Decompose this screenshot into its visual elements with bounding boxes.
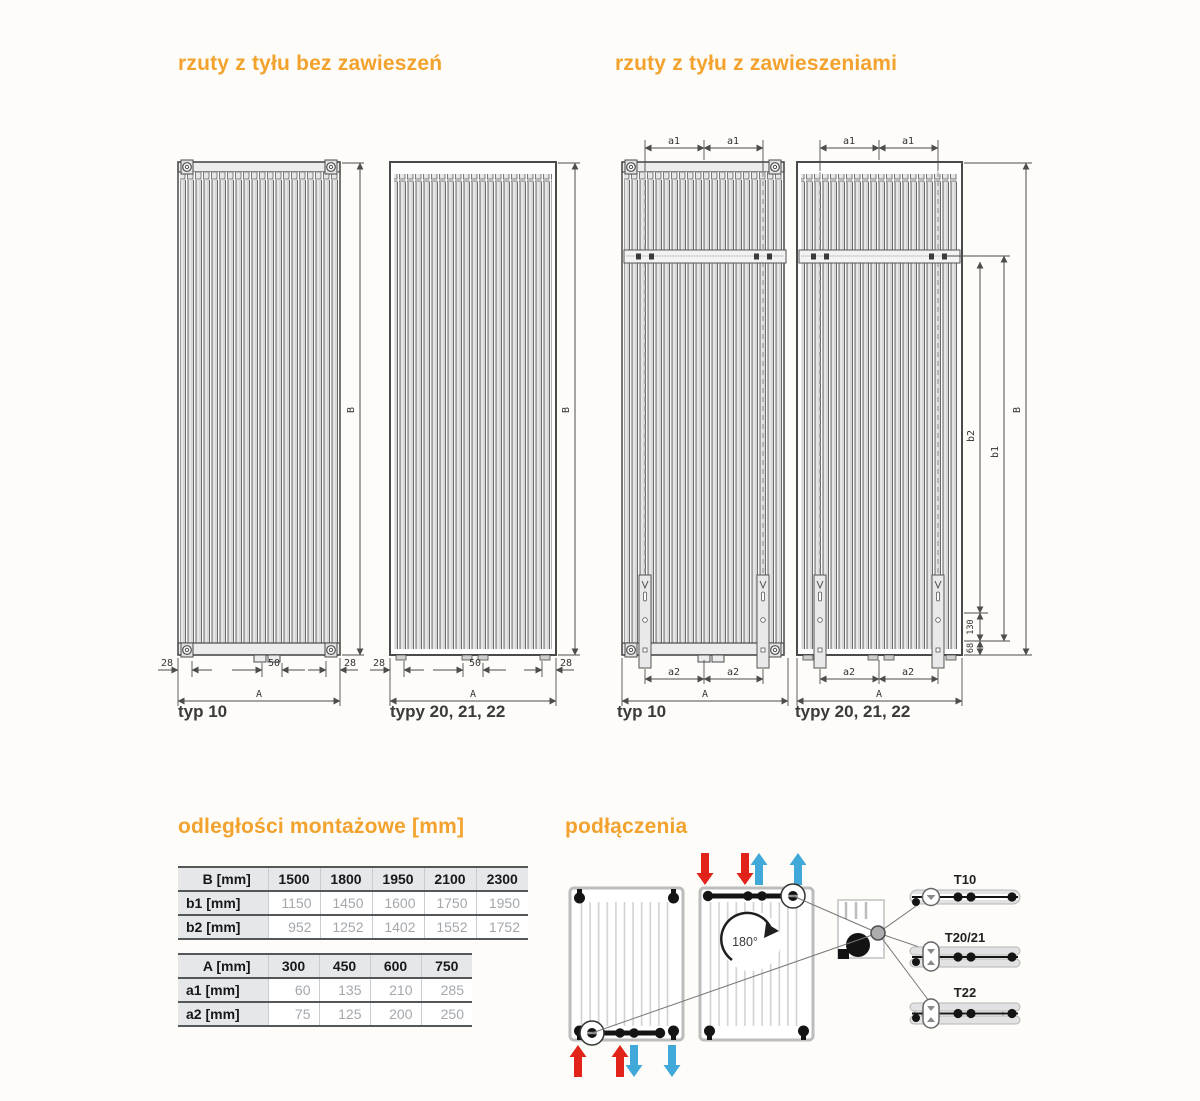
- cell: 300: [268, 954, 319, 978]
- dim-label-28: 28: [372, 658, 386, 669]
- cell: 1252: [320, 915, 372, 939]
- radiator-bottom-connection: [570, 888, 684, 1077]
- supply-arrow-icon: [612, 1045, 629, 1077]
- dim-label-b2: b2: [966, 429, 977, 443]
- label-typ10-plain: typ 10: [178, 702, 228, 721]
- detail-hub-dot: [871, 926, 885, 940]
- connections-diagram: [560, 845, 1100, 1095]
- dim-label-a1: a1: [842, 136, 856, 147]
- cell: 1150: [268, 891, 320, 915]
- cell: 952: [268, 915, 320, 939]
- dim-label-b: B: [1012, 406, 1023, 414]
- return-arrow-icon: [790, 853, 807, 885]
- dim-label-a1: a1: [901, 136, 915, 147]
- heading-connections: podłączenia: [565, 815, 688, 838]
- dim-label-28: 28: [343, 658, 357, 669]
- detail-label-t10: T10: [953, 872, 977, 887]
- detail-label-t2021: T20/21: [944, 930, 986, 945]
- row-label: b2 [mm]: [178, 915, 268, 939]
- supply-arrow-icon: [737, 853, 754, 885]
- radiator-typ10-hangers: [622, 136, 788, 706]
- table-row-B: [178, 867, 528, 891]
- dim-label-50: 50: [267, 658, 281, 669]
- radiator-typ20-plain: [370, 162, 580, 706]
- cell: 750: [421, 954, 472, 978]
- dim-label-a1: a1: [726, 136, 740, 147]
- row-label: a1 [mm]: [178, 978, 268, 1002]
- mounting-table-horizontal: [178, 953, 472, 1027]
- dim-label-a2: a2: [901, 667, 915, 678]
- cell: 1750: [424, 891, 476, 915]
- radiator-top-connection: [697, 853, 814, 1040]
- cell: 135: [319, 978, 370, 1002]
- cell: 450: [319, 954, 370, 978]
- row-label: b1 [mm]: [178, 891, 268, 915]
- table-row-a1: [178, 978, 472, 1002]
- dim-label-a: A: [701, 689, 709, 700]
- cell: 1950: [476, 891, 528, 915]
- dim-label-a1: a1: [667, 136, 681, 147]
- dim-label-a: A: [469, 689, 477, 700]
- table-row-a2: [178, 1002, 472, 1026]
- connection-detail-t2021: [910, 930, 1020, 971]
- connection-detail-t22: [910, 985, 1020, 1028]
- dim-label-28: 28: [559, 658, 573, 669]
- cell: 60: [268, 978, 319, 1002]
- cell: 1800: [320, 867, 372, 891]
- dim-label-28: 28: [160, 658, 174, 669]
- cell: 1752: [476, 915, 528, 939]
- rotation-label: 180°: [732, 935, 758, 949]
- label-typ20-hangers: typy 20, 21, 22: [795, 702, 911, 721]
- cell: 250: [421, 1002, 472, 1026]
- supply-arrow-icon: [570, 1045, 587, 1077]
- dim-label-b1: b1: [990, 445, 1001, 459]
- cell: 125: [319, 1002, 370, 1026]
- cell: 2300: [476, 867, 528, 891]
- radiator-typ20-hangers: [797, 136, 1032, 706]
- table-row-b2: [178, 915, 528, 939]
- dim-label-b: B: [346, 406, 357, 414]
- label-typ10-hangers: typ 10: [617, 702, 667, 721]
- dim-label-130: 130: [966, 619, 976, 635]
- row-label: A [mm]: [178, 954, 268, 978]
- dim-label-a2: a2: [842, 667, 856, 678]
- rotation-180-icon: [721, 911, 781, 971]
- dim-label-b: B: [561, 406, 572, 414]
- dim-label-a2: a2: [726, 667, 740, 678]
- mounting-table-vertical: [178, 866, 528, 940]
- heading-rear-no-hangers: rzuty z tyłu bez zawieszeń: [178, 52, 443, 75]
- cell: 1950: [372, 867, 424, 891]
- cell: 1402: [372, 915, 424, 939]
- return-arrow-icon: [751, 853, 768, 885]
- detail-label-t22: T22: [953, 985, 977, 1000]
- dim-label-a: A: [255, 689, 263, 700]
- table-row-A: [178, 954, 472, 978]
- connection-detail-t10: [910, 872, 1020, 906]
- cell: 210: [370, 978, 421, 1002]
- cell: 285: [421, 978, 472, 1002]
- cell: 2100: [424, 867, 476, 891]
- table-row-b1: [178, 891, 528, 915]
- dim-label-68: 68: [966, 642, 976, 654]
- dim-label-50: 50: [468, 658, 482, 669]
- dim-label-a: A: [875, 689, 883, 700]
- heading-mounting: odległości montażowe [mm]: [178, 815, 465, 838]
- supply-arrow-icon: [697, 853, 714, 885]
- label-typ20-plain: typy 20, 21, 22: [390, 702, 506, 721]
- row-label: B [mm]: [178, 867, 268, 891]
- cell: 1450: [320, 891, 372, 915]
- dim-label-a2: a2: [667, 667, 681, 678]
- return-arrow-icon: [664, 1045, 681, 1077]
- row-label: a2 [mm]: [178, 1002, 268, 1026]
- cell: 1552: [424, 915, 476, 939]
- cell: 1500: [268, 867, 320, 891]
- cell: 200: [370, 1002, 421, 1026]
- cell: 75: [268, 1002, 319, 1026]
- heading-rear-with-hangers: rzuty z tyłu z zawieszeniami: [615, 52, 898, 75]
- cell: 1600: [372, 891, 424, 915]
- cell: 600: [370, 954, 421, 978]
- radiator-typ10-plain: [158, 160, 364, 706]
- return-arrow-icon: [626, 1045, 643, 1077]
